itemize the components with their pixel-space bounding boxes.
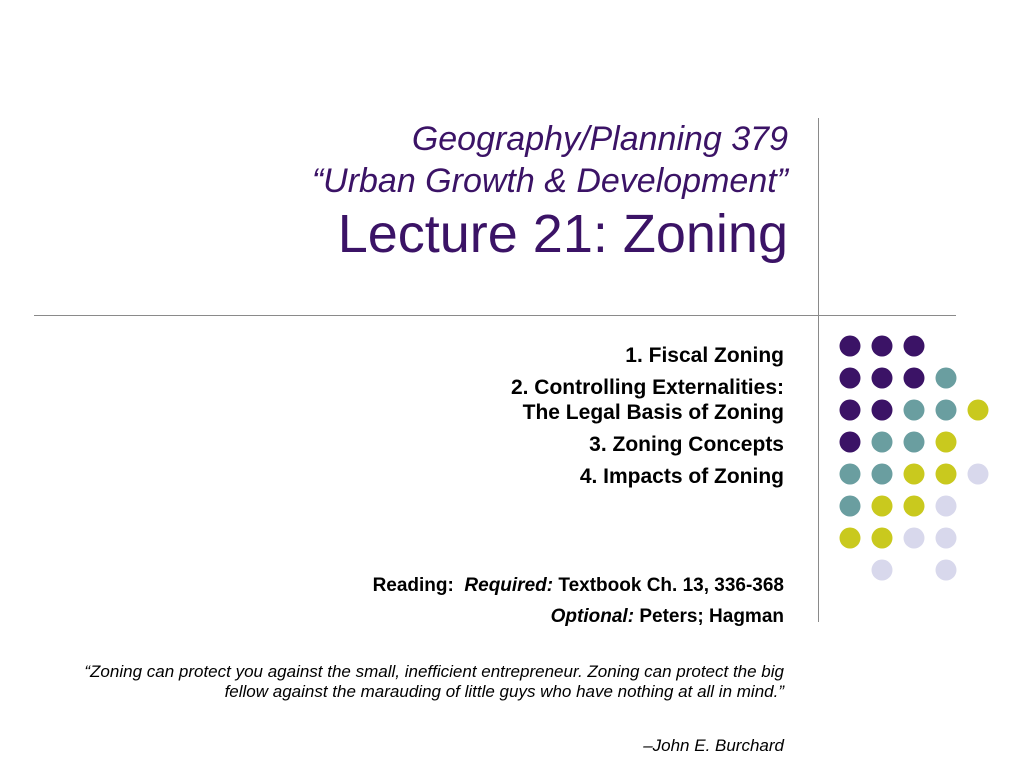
decorative-dot bbox=[872, 464, 893, 485]
decorative-dot bbox=[904, 336, 925, 357]
decorative-dot bbox=[904, 368, 925, 389]
decorative-dot bbox=[904, 432, 925, 453]
lecture-title: Lecture 21: Zoning bbox=[337, 204, 788, 264]
decorative-dot bbox=[936, 368, 957, 389]
quote-text: “Zoning can protect you against the small, inefficient entrepreneur. Zoning can protect the big fellow against the marauding of little guys who have nothing at all in mind.” bbox=[84, 662, 784, 701]
decorative-dot bbox=[872, 368, 893, 389]
reading-optional-text: Peters; Hagman bbox=[639, 606, 784, 627]
quote-attribution: –John E. Burchard bbox=[643, 736, 784, 755]
reading-optional-label: Optional: bbox=[550, 606, 635, 627]
decorative-dot bbox=[840, 336, 861, 357]
reading-prefix: Reading: bbox=[372, 575, 454, 596]
reading-required-label: Required: bbox=[464, 575, 554, 596]
decorative-dot bbox=[936, 432, 957, 453]
outline-item-label: 2. Controlling Externalities: bbox=[510, 376, 784, 399]
decorative-dot bbox=[904, 400, 925, 421]
decorative-dot bbox=[872, 400, 893, 421]
decorative-dot bbox=[968, 464, 989, 485]
decorative-dot bbox=[872, 496, 893, 517]
decorative-dot bbox=[872, 560, 893, 581]
decorative-dot bbox=[936, 400, 957, 421]
decorative-dot bbox=[936, 528, 957, 549]
decorative-dot bbox=[904, 528, 925, 549]
decorative-dot bbox=[904, 496, 925, 517]
decorative-dot bbox=[968, 400, 989, 421]
decorative-dot bbox=[872, 336, 893, 357]
decorative-dot bbox=[872, 528, 893, 549]
decorative-dot bbox=[936, 464, 957, 485]
course-title: Geography/Planning 379 bbox=[411, 120, 788, 158]
decorative-dot bbox=[840, 496, 861, 517]
outline-item-label: 3. Zoning Concepts bbox=[589, 433, 784, 456]
outline-item-sublabel: The Legal Basis of Zoning bbox=[522, 401, 784, 424]
outline-item-label: 1. Fiscal Zoning bbox=[625, 344, 784, 367]
decorative-dot bbox=[840, 368, 861, 389]
decorative-dot bbox=[936, 496, 957, 517]
decorative-dot bbox=[840, 432, 861, 453]
decorative-dot bbox=[904, 464, 925, 485]
decorative-dot bbox=[840, 464, 861, 485]
decorative-dot bbox=[840, 528, 861, 549]
outline-item-label: 4. Impacts of Zoning bbox=[579, 465, 784, 488]
decorative-dot bbox=[840, 400, 861, 421]
course-subtitle: “Urban Growth & Development” bbox=[311, 162, 788, 200]
reading-required-text: Textbook Ch. 13, 336-368 bbox=[558, 575, 784, 596]
decorative-dot bbox=[872, 432, 893, 453]
decorative-dot bbox=[936, 560, 957, 581]
